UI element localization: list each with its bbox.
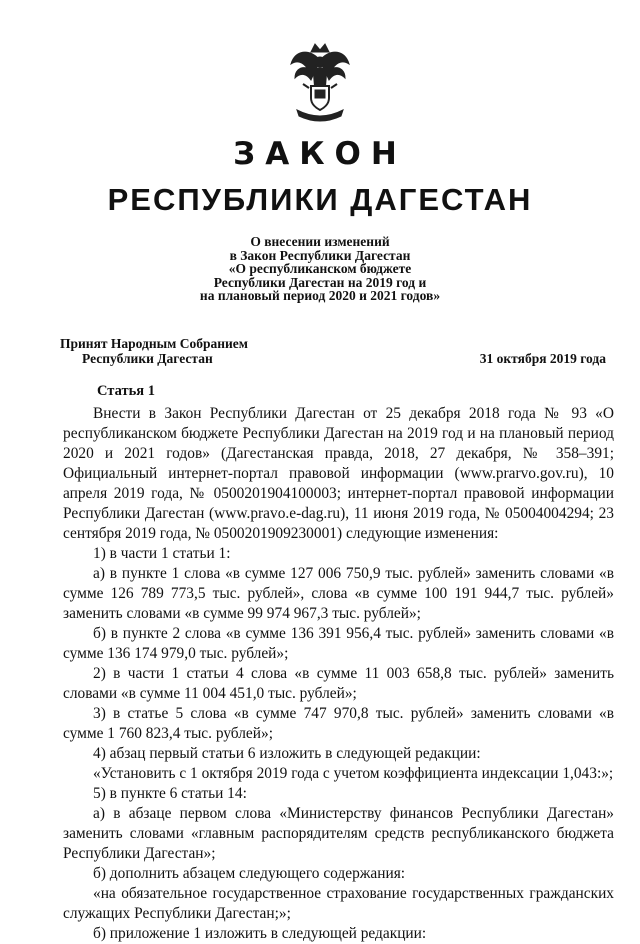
adoption-line: Принят Народным Собранием	[60, 336, 248, 351]
paragraph: «на обязательное государственное страхование государственных гражданских служащих Республики Дагестан;»;	[63, 885, 614, 922]
paragraph: Внести в Закон Республики Дагестан от 25 декабря 2018 года № 93 «О республиканском бюджете Республики Дагестан на 2019 год и на плановый период 2020 и 2021 годов» (Дагестанская правда, 2018, 27 декабря, № 358–391; Официальный интернет-портал правовой информации (www.prarvo.gov.ru), 10 апреля 2019 года, № 0500201904100003; интернет-портал правовой информации Республики Дагестан (www.pravo.e-dag.ru), 11 июня 2019 года, № 05004004294; 23 сентября 2019 года, № 0500201909230001) следующие изменения:	[63, 405, 614, 542]
subject-line: Республики Дагестан на 2019 год и	[213, 274, 427, 290]
paragraph: «Установить с 1 октября 2019 года с учетом коэффициента индексации 1,043:»;	[93, 765, 614, 782]
article-body	[63, 404, 614, 944]
law-title: ЗАКОН	[233, 136, 407, 172]
subject-line: в Закон Республики Дагестан	[229, 247, 411, 263]
law-subject	[140, 235, 500, 303]
subject-line: на плановый период 2020 и 2021 годов»	[199, 288, 441, 303]
republic-title: РЕСПУБЛИКИ ДАГЕСТАН	[107, 182, 533, 217]
paragraph: 3) в статье 5 слова «в сумме 747 970,8 тыс. рублей» заменить словами «в сумме 1 760 823,4 тыс. рублей»;	[63, 705, 614, 742]
coat-of-arms-icon	[289, 40, 351, 122]
paragraph: а) в пункте 1 слова «в сумме 127 006 750,9 тыс. рублей» заменить словами «в сумме 126 789 773,5 тыс. рублей», слова «в сумме 100 191 944,7 тыс. рублей» заменить словами «в сумме 99 974 967,3 тыс. рублей»;	[63, 565, 614, 622]
paragraph: б) дополнить абзацем следующего содержания:	[93, 865, 406, 882]
adoption-line: Республики Дагестан	[82, 351, 213, 366]
paragraph: б) приложение 1 изложить в следующей редакции:	[93, 925, 427, 942]
paragraph: а) в абзаце первом слова «Министерству финансов Республики Дагестан» заменить словами «главным распорядителям средств республиканского бюджета Республики Дагестан»;	[63, 805, 614, 862]
adoption-date: 31 октября 2019 года	[479, 351, 606, 366]
paragraph: 4) абзац первый статьи 6 изложить в следующей редакции:	[93, 745, 481, 762]
paragraph: 1) в части 1 статьи 1:	[93, 545, 231, 562]
subject-line: О внесении изменений	[250, 234, 390, 249]
paragraph: 2) в части 1 статьи 4 слова «в сумме 11 003 658,8 тыс. рублей» заменить словами «в сумме 11 004 451,0 тыс. рублей»;	[63, 665, 614, 702]
article-heading: Статья 1	[97, 383, 155, 399]
paragraph: б) в пункте 2 слова «в сумме 136 391 956,4 тыс. рублей» заменить словами «в сумме 136 174 979,0 тыс. рублей»;	[63, 625, 614, 662]
paragraph: 5) в пункте 6 статьи 14:	[93, 785, 247, 802]
adoption-statement	[60, 336, 248, 366]
subject-line: «О республиканском бюджете	[228, 261, 412, 276]
